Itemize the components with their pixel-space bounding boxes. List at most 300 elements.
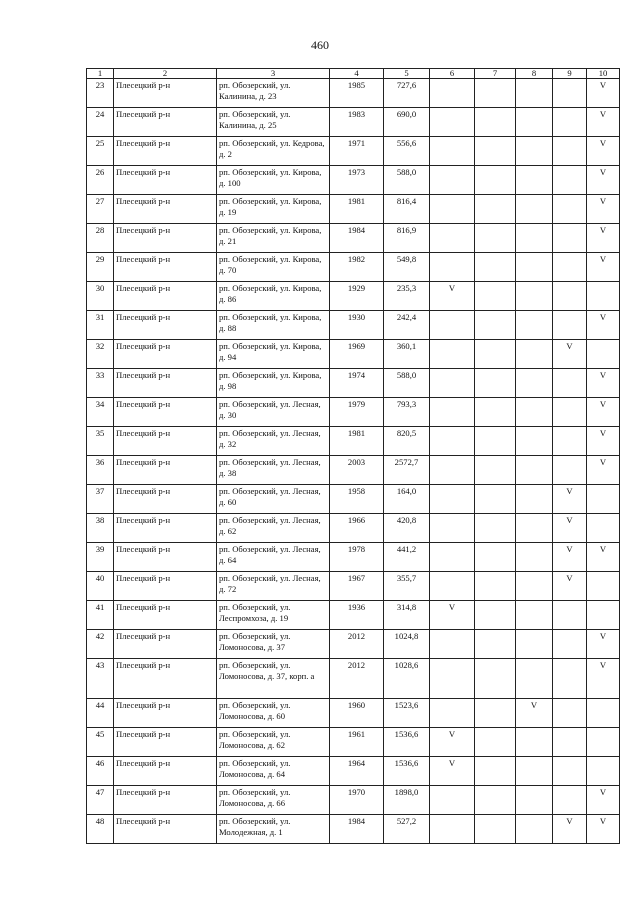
mark-cell-10: V: [587, 369, 620, 398]
mark-cell-10: [587, 699, 620, 728]
mark-cell-6: V: [430, 757, 475, 786]
mark-cell-9: [553, 253, 587, 282]
area-cell: 235,3: [384, 282, 430, 311]
mark-cell-8: [516, 166, 553, 195]
table-row: [87, 630, 620, 659]
area-cell: 816,9: [384, 224, 430, 253]
table-row: [87, 757, 620, 786]
mark-cell-6: [430, 224, 475, 253]
mark-cell-9: [553, 282, 587, 311]
column-header: 7: [475, 69, 516, 79]
mark-cell-6: [430, 815, 475, 844]
table-row: [87, 514, 620, 543]
address-cell: рп. Обозерский, ул. Ломоносова, д. 64: [217, 757, 330, 786]
area-cell: 2572,7: [384, 456, 430, 485]
mark-cell-10: V: [587, 427, 620, 456]
mark-cell-9: [553, 786, 587, 815]
area-cell: 1536,6: [384, 728, 430, 757]
year-built-cell: 1974: [330, 369, 384, 398]
mark-cell-8: [516, 485, 553, 514]
mark-cell-9: V: [553, 572, 587, 601]
column-header: 6: [430, 69, 475, 79]
mark-cell-9: V: [553, 543, 587, 572]
address-cell: рп. Обозерский, ул. Кирова, д. 21: [217, 224, 330, 253]
mark-cell-10: [587, 514, 620, 543]
mark-cell-9: [553, 195, 587, 224]
row-number: 30: [87, 282, 114, 311]
table-row: [87, 224, 620, 253]
row-number: 46: [87, 757, 114, 786]
mark-cell-10: [587, 485, 620, 514]
mark-cell-10: [587, 340, 620, 369]
mark-cell-10: [587, 282, 620, 311]
address-cell: рп. Обозерский, ул. Ломоносова, д. 37: [217, 630, 330, 659]
row-number: 42: [87, 630, 114, 659]
address-cell: рп. Обозерский, ул. Лесная, д. 30: [217, 398, 330, 427]
mark-cell-10: V: [587, 79, 620, 108]
area-cell: 314,8: [384, 601, 430, 630]
district-cell: Плесецкий р-н: [114, 699, 217, 728]
area-cell: 1523,6: [384, 699, 430, 728]
year-built-cell: 1964: [330, 757, 384, 786]
year-built-cell: 1967: [330, 572, 384, 601]
row-number: 34: [87, 398, 114, 427]
district-cell: Плесецкий р-н: [114, 728, 217, 757]
area-cell: 1536,6: [384, 757, 430, 786]
mark-cell-7: [475, 340, 516, 369]
district-cell: Плесецкий р-н: [114, 427, 217, 456]
address-cell: рп. Обозерский, ул. Кирова, д. 19: [217, 195, 330, 224]
table-row: [87, 659, 620, 699]
mark-cell-9: [553, 79, 587, 108]
mark-cell-8: [516, 815, 553, 844]
mark-cell-9: [553, 427, 587, 456]
district-cell: Плесецкий р-н: [114, 137, 217, 166]
mark-cell-9: [553, 311, 587, 340]
mark-cell-6: [430, 543, 475, 572]
address-cell: рп. Обозерский, ул. Калинина, д. 25: [217, 108, 330, 137]
table-body: [87, 69, 620, 844]
district-cell: Плесецкий р-н: [114, 659, 217, 699]
year-built-cell: 1984: [330, 224, 384, 253]
row-number: 39: [87, 543, 114, 572]
area-cell: 690,0: [384, 108, 430, 137]
year-built-cell: 1983: [330, 108, 384, 137]
mark-cell-10: V: [587, 659, 620, 699]
table-row: [87, 786, 620, 815]
column-header: 9: [553, 69, 587, 79]
year-built-cell: 2012: [330, 659, 384, 699]
table-row: [87, 79, 620, 108]
area-cell: 1024,8: [384, 630, 430, 659]
year-built-cell: 1960: [330, 699, 384, 728]
mark-cell-8: V: [516, 699, 553, 728]
table-row: [87, 728, 620, 757]
address-cell: рп. Обозерский, ул. Ломоносова, д. 60: [217, 699, 330, 728]
year-built-cell: 1936: [330, 601, 384, 630]
row-number: 47: [87, 786, 114, 815]
mark-cell-9: [553, 699, 587, 728]
area-cell: 1028,6: [384, 659, 430, 699]
mark-cell-8: [516, 340, 553, 369]
address-cell: рп. Обозерский, ул. Ломоносова, д. 66: [217, 786, 330, 815]
mark-cell-8: [516, 757, 553, 786]
address-cell: рп. Обозерский, ул. Кирова, д. 70: [217, 253, 330, 282]
address-cell: рп. Обозерский, ул. Ломоносова, д. 37, корп. а: [217, 659, 330, 699]
year-built-cell: 1958: [330, 485, 384, 514]
address-cell: рп. Обозерский, ул. Калинина, д. 23: [217, 79, 330, 108]
address-cell: рп. Обозерский, ул. Лесная, д. 64: [217, 543, 330, 572]
row-number: 37: [87, 485, 114, 514]
mark-cell-8: [516, 369, 553, 398]
district-cell: Плесецкий р-н: [114, 224, 217, 253]
row-number: 33: [87, 369, 114, 398]
column-header: 3: [217, 69, 330, 79]
table-row: [87, 572, 620, 601]
year-built-cell: 1966: [330, 514, 384, 543]
row-number: 29: [87, 253, 114, 282]
mark-cell-7: [475, 572, 516, 601]
area-cell: 556,6: [384, 137, 430, 166]
mark-cell-7: [475, 166, 516, 195]
mark-cell-7: [475, 369, 516, 398]
mark-cell-10: V: [587, 108, 620, 137]
table-row: [87, 311, 620, 340]
year-built-cell: 1985: [330, 79, 384, 108]
row-number: 45: [87, 728, 114, 757]
mark-cell-10: [587, 572, 620, 601]
row-number: 48: [87, 815, 114, 844]
mark-cell-10: [587, 601, 620, 630]
district-cell: Плесецкий р-н: [114, 514, 217, 543]
mark-cell-7: [475, 137, 516, 166]
mark-cell-7: [475, 282, 516, 311]
mark-cell-6: [430, 630, 475, 659]
mark-cell-9: [553, 456, 587, 485]
mark-cell-9: V: [553, 485, 587, 514]
address-cell: рп. Обозерский, ул. Кирова, д. 86: [217, 282, 330, 311]
mark-cell-7: [475, 311, 516, 340]
district-cell: Плесецкий р-н: [114, 485, 217, 514]
mark-cell-8: [516, 398, 553, 427]
mark-cell-8: [516, 786, 553, 815]
row-number: 44: [87, 699, 114, 728]
area-cell: 441,2: [384, 543, 430, 572]
mark-cell-8: [516, 79, 553, 108]
district-cell: Плесецкий р-н: [114, 166, 217, 195]
table-row: [87, 601, 620, 630]
mark-cell-10: V: [587, 398, 620, 427]
mark-cell-8: [516, 456, 553, 485]
column-header: 5: [384, 69, 430, 79]
mark-cell-6: [430, 485, 475, 514]
area-cell: 1898,0: [384, 786, 430, 815]
table-row: [87, 427, 620, 456]
mark-cell-8: [516, 224, 553, 253]
table-row: [87, 195, 620, 224]
area-cell: 360,1: [384, 340, 430, 369]
table-row: [87, 253, 620, 282]
mark-cell-6: V: [430, 601, 475, 630]
year-built-cell: 2012: [330, 630, 384, 659]
district-cell: Плесецкий р-н: [114, 456, 217, 485]
year-built-cell: 1978: [330, 543, 384, 572]
column-header: 2: [114, 69, 217, 79]
row-number: 41: [87, 601, 114, 630]
column-header: 4: [330, 69, 384, 79]
mark-cell-6: [430, 108, 475, 137]
mark-cell-8: [516, 659, 553, 699]
year-built-cell: 1973: [330, 166, 384, 195]
table-row: [87, 340, 620, 369]
address-cell: рп. Обозерский, ул. Лесная, д. 72: [217, 572, 330, 601]
mark-cell-10: V: [587, 166, 620, 195]
mark-cell-6: [430, 456, 475, 485]
mark-cell-7: [475, 601, 516, 630]
area-cell: 527,2: [384, 815, 430, 844]
mark-cell-6: [430, 786, 475, 815]
address-cell: рп. Обозерский, ул. Лесная, д. 62: [217, 514, 330, 543]
row-number: 28: [87, 224, 114, 253]
table-row: [87, 485, 620, 514]
mark-cell-8: [516, 311, 553, 340]
district-cell: Плесецкий р-н: [114, 786, 217, 815]
table-row: [87, 166, 620, 195]
mark-cell-9: [553, 601, 587, 630]
mark-cell-9: [553, 108, 587, 137]
mark-cell-10: V: [587, 815, 620, 844]
table-row: [87, 137, 620, 166]
mark-cell-7: [475, 108, 516, 137]
row-number: 38: [87, 514, 114, 543]
district-cell: Плесецкий р-н: [114, 369, 217, 398]
district-cell: Плесецкий р-н: [114, 601, 217, 630]
table-row: [87, 815, 620, 844]
table-row: [87, 699, 620, 728]
mark-cell-7: [475, 659, 516, 699]
row-number: 31: [87, 311, 114, 340]
address-cell: рп. Обозерский, ул. Молодежная, д. 1: [217, 815, 330, 844]
mark-cell-6: [430, 699, 475, 728]
district-cell: Плесецкий р-н: [114, 340, 217, 369]
address-cell: рп. Обозерский, ул. Лесная, д. 38: [217, 456, 330, 485]
mark-cell-7: [475, 757, 516, 786]
column-number-row: [87, 69, 620, 79]
mark-cell-7: [475, 79, 516, 108]
year-built-cell: 1981: [330, 427, 384, 456]
mark-cell-9: V: [553, 340, 587, 369]
address-cell: рп. Обозерский, ул. Лесная, д. 32: [217, 427, 330, 456]
mark-cell-8: [516, 427, 553, 456]
address-cell: рп. Обозерский, ул. Ломоносова, д. 62: [217, 728, 330, 757]
mark-cell-7: [475, 224, 516, 253]
district-cell: Плесецкий р-н: [114, 195, 217, 224]
mark-cell-7: [475, 699, 516, 728]
year-built-cell: 1969: [330, 340, 384, 369]
year-built-cell: 1929: [330, 282, 384, 311]
row-number: 35: [87, 427, 114, 456]
mark-cell-8: [516, 253, 553, 282]
mark-cell-10: V: [587, 195, 620, 224]
mark-cell-6: [430, 311, 475, 340]
row-number: 25: [87, 137, 114, 166]
mark-cell-7: [475, 514, 516, 543]
mark-cell-9: V: [553, 815, 587, 844]
mark-cell-7: [475, 485, 516, 514]
mark-cell-9: [553, 137, 587, 166]
area-cell: 164,0: [384, 485, 430, 514]
table-row: [87, 456, 620, 485]
mark-cell-6: [430, 195, 475, 224]
mark-cell-9: V: [553, 514, 587, 543]
address-cell: рп. Обозерский, ул. Кедрова, д. 2: [217, 137, 330, 166]
mark-cell-9: [553, 224, 587, 253]
mark-cell-10: V: [587, 630, 620, 659]
row-number: 24: [87, 108, 114, 137]
row-number: 36: [87, 456, 114, 485]
area-cell: 549,8: [384, 253, 430, 282]
year-built-cell: 1971: [330, 137, 384, 166]
column-header: 1: [87, 69, 114, 79]
row-number: 32: [87, 340, 114, 369]
district-cell: Плесецкий р-н: [114, 79, 217, 108]
mark-cell-10: [587, 757, 620, 786]
mark-cell-7: [475, 728, 516, 757]
district-cell: Плесецкий р-н: [114, 253, 217, 282]
mark-cell-8: [516, 282, 553, 311]
mark-cell-6: [430, 166, 475, 195]
table-row: [87, 282, 620, 311]
address-cell: рп. Обозерский, ул. Лесная, д. 60: [217, 485, 330, 514]
mark-cell-10: V: [587, 311, 620, 340]
mark-cell-8: [516, 543, 553, 572]
table-row: [87, 108, 620, 137]
mark-cell-7: [475, 630, 516, 659]
year-built-cell: 1981: [330, 195, 384, 224]
mark-cell-8: [516, 572, 553, 601]
mark-cell-10: V: [587, 253, 620, 282]
area-cell: 820,5: [384, 427, 430, 456]
address-cell: рп. Обозерский, ул. Кирова, д. 94: [217, 340, 330, 369]
mark-cell-9: [553, 728, 587, 757]
mark-cell-10: [587, 728, 620, 757]
mark-cell-7: [475, 427, 516, 456]
mark-cell-8: [516, 728, 553, 757]
district-cell: Плесецкий р-н: [114, 398, 217, 427]
area-cell: 588,0: [384, 166, 430, 195]
mark-cell-10: V: [587, 137, 620, 166]
mark-cell-8: [516, 514, 553, 543]
row-number: 26: [87, 166, 114, 195]
mark-cell-10: V: [587, 456, 620, 485]
mark-cell-6: [430, 427, 475, 456]
year-built-cell: 1979: [330, 398, 384, 427]
mark-cell-7: [475, 195, 516, 224]
area-cell: 727,6: [384, 79, 430, 108]
row-number: 23: [87, 79, 114, 108]
mark-cell-9: [553, 398, 587, 427]
area-cell: 816,4: [384, 195, 430, 224]
mark-cell-9: [553, 630, 587, 659]
row-number: 27: [87, 195, 114, 224]
address-cell: рп. Обозерский, ул. Кирова, д. 88: [217, 311, 330, 340]
housing-registry-table: [86, 68, 620, 844]
mark-cell-7: [475, 456, 516, 485]
mark-cell-7: [475, 253, 516, 282]
mark-cell-10: V: [587, 543, 620, 572]
mark-cell-7: [475, 543, 516, 572]
district-cell: Плесецкий р-н: [114, 630, 217, 659]
mark-cell-10: V: [587, 786, 620, 815]
mark-cell-7: [475, 815, 516, 844]
mark-cell-8: [516, 108, 553, 137]
mark-cell-6: V: [430, 282, 475, 311]
mark-cell-8: [516, 601, 553, 630]
year-built-cell: 1930: [330, 311, 384, 340]
mark-cell-6: [430, 514, 475, 543]
mark-cell-6: [430, 137, 475, 166]
area-cell: 242,4: [384, 311, 430, 340]
mark-cell-10: V: [587, 224, 620, 253]
district-cell: Плесецкий р-н: [114, 282, 217, 311]
mark-cell-6: [430, 572, 475, 601]
page-number: 460: [311, 38, 329, 52]
mark-cell-8: [516, 195, 553, 224]
address-cell: рп. Обозерский, ул. Кирова, д. 100: [217, 166, 330, 195]
area-cell: 793,3: [384, 398, 430, 427]
area-cell: 420,8: [384, 514, 430, 543]
mark-cell-6: [430, 340, 475, 369]
mark-cell-6: [430, 398, 475, 427]
table-row: [87, 398, 620, 427]
area-cell: 588,0: [384, 369, 430, 398]
table-row: [87, 543, 620, 572]
column-header: 10: [587, 69, 620, 79]
area-cell: 355,7: [384, 572, 430, 601]
mark-cell-6: [430, 79, 475, 108]
mark-cell-7: [475, 398, 516, 427]
year-built-cell: 2003: [330, 456, 384, 485]
mark-cell-8: [516, 137, 553, 166]
address-cell: рп. Обозерский, ул. Леспромхоза, д. 19: [217, 601, 330, 630]
district-cell: Плесецкий р-н: [114, 311, 217, 340]
mark-cell-8: [516, 630, 553, 659]
mark-cell-6: V: [430, 728, 475, 757]
mark-cell-6: [430, 659, 475, 699]
row-number: 40: [87, 572, 114, 601]
year-built-cell: 1961: [330, 728, 384, 757]
district-cell: Плесецкий р-н: [114, 108, 217, 137]
address-cell: рп. Обозерский, ул. Кирова, д. 98: [217, 369, 330, 398]
year-built-cell: 1984: [330, 815, 384, 844]
district-cell: Плесецкий р-н: [114, 543, 217, 572]
mark-cell-9: [553, 659, 587, 699]
district-cell: Плесецкий р-н: [114, 815, 217, 844]
mark-cell-9: [553, 369, 587, 398]
column-header: 8: [516, 69, 553, 79]
mark-cell-6: [430, 253, 475, 282]
row-number: 43: [87, 659, 114, 699]
year-built-cell: 1982: [330, 253, 384, 282]
mark-cell-6: [430, 369, 475, 398]
mark-cell-7: [475, 786, 516, 815]
year-built-cell: 1970: [330, 786, 384, 815]
mark-cell-9: [553, 757, 587, 786]
mark-cell-9: [553, 166, 587, 195]
table-row: [87, 369, 620, 398]
district-cell: Плесецкий р-н: [114, 757, 217, 786]
district-cell: Плесецкий р-н: [114, 572, 217, 601]
